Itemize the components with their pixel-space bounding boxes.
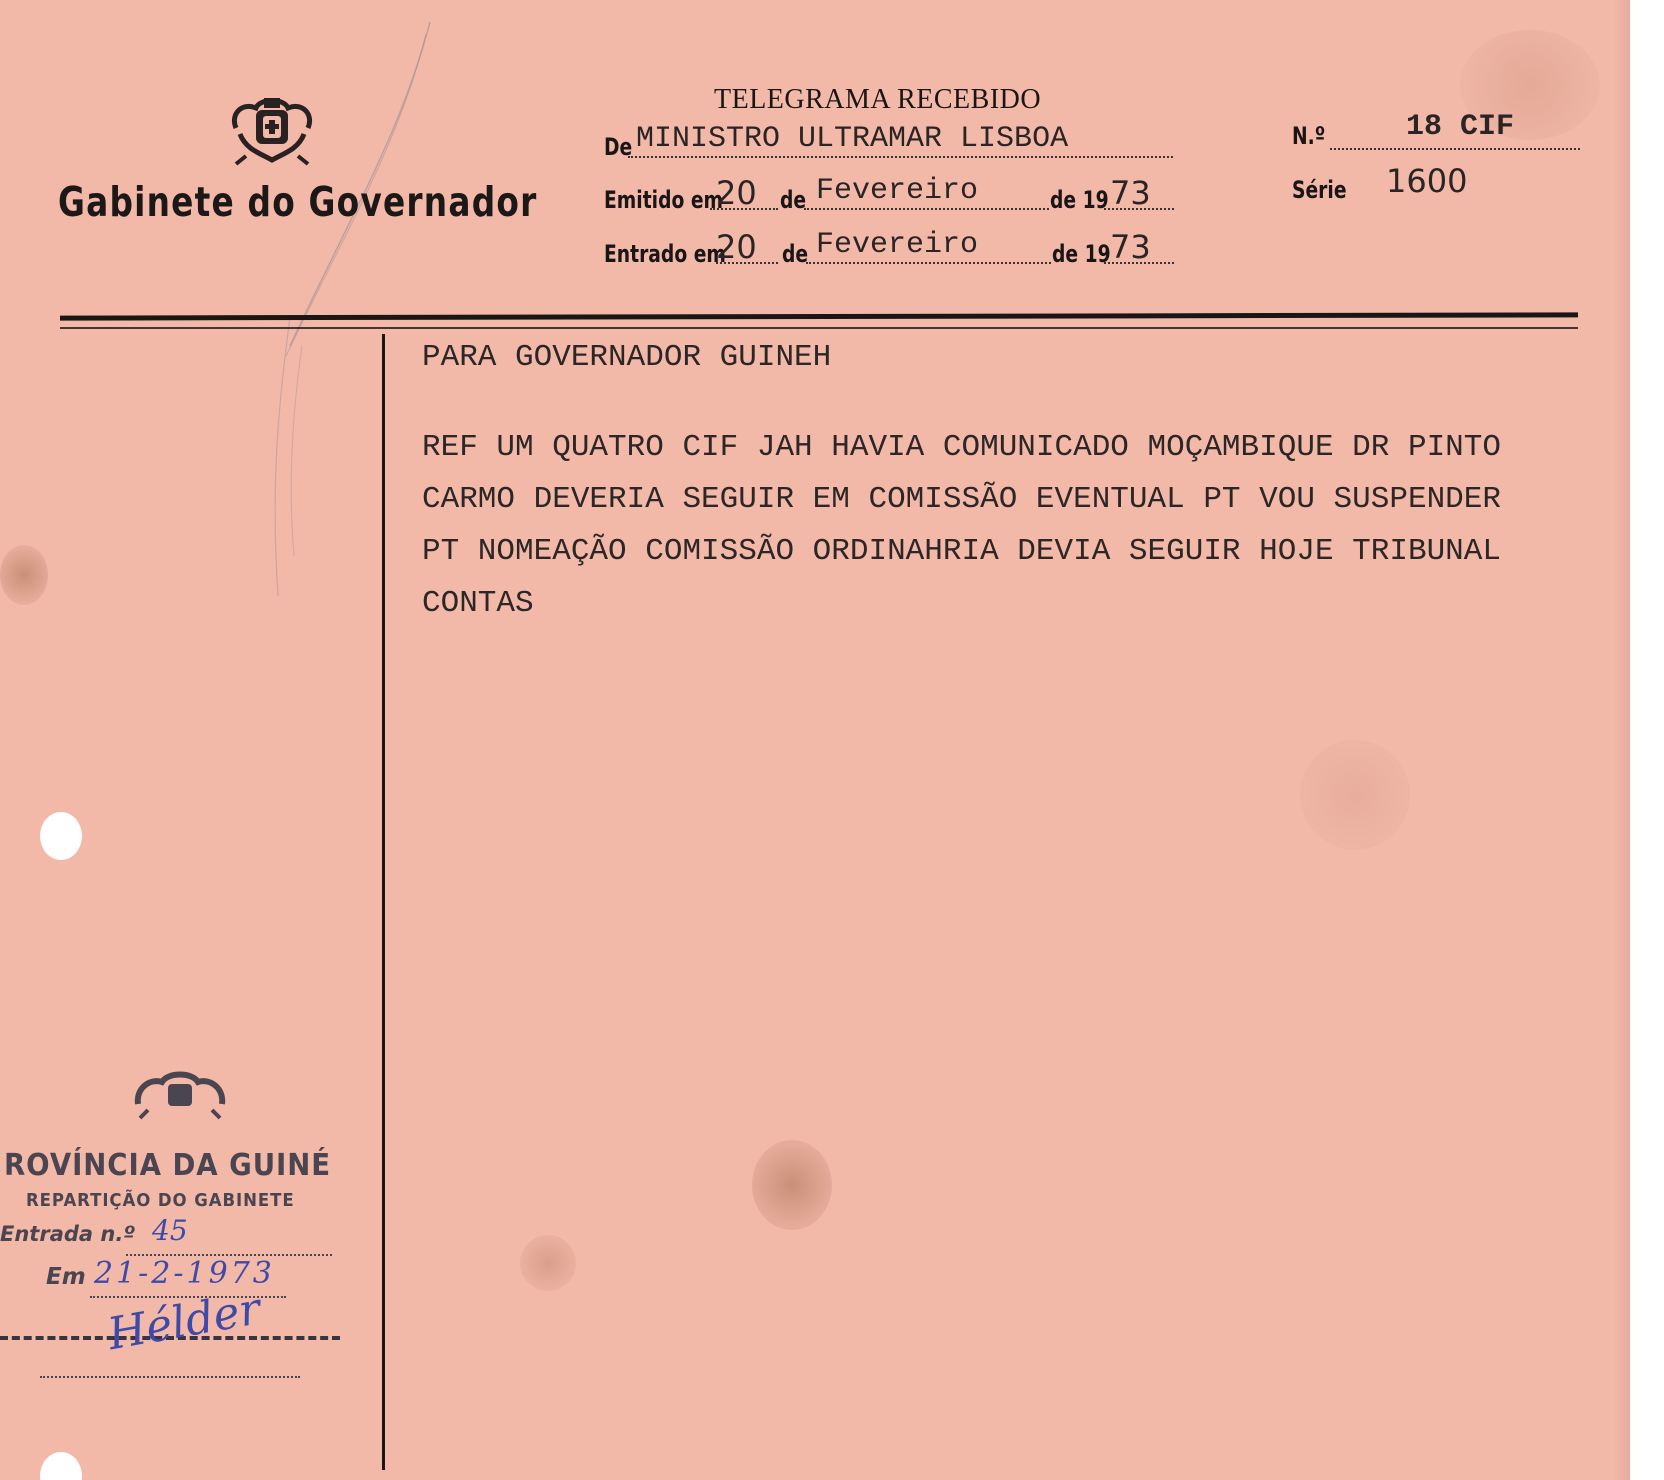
issued-month: Fevereiro xyxy=(816,174,979,208)
coat-of-arms-icon xyxy=(226,94,318,166)
from-label: De xyxy=(604,133,633,161)
series-value: 1600 xyxy=(1386,162,1468,200)
issued-year-label: de 19 xyxy=(1050,186,1109,214)
received-year: 73 xyxy=(1110,228,1151,266)
received-month: Fevereiro xyxy=(816,228,979,262)
received-of-label: de xyxy=(782,240,809,268)
received-month-line xyxy=(806,262,1051,264)
from-dotted-line xyxy=(628,156,1173,158)
message-line: PT NOMEAÇÃO COMISSÃO ORDINAHRIA DEVIA SEGUIR HOJE TRIBUNAL xyxy=(422,534,1501,569)
message-line: REF UM QUATRO CIF JAH HAVIA COMUNICADO MOÇAMBIQUE DR PINTO xyxy=(422,430,1501,465)
stamp-date-value: 21-2-1973 xyxy=(94,1256,275,1291)
stamp-subtitle: REPARTIÇÃO DO GABINETE xyxy=(26,1190,295,1211)
issued-day: 20 xyxy=(716,174,757,212)
issued-year: 73 xyxy=(1110,174,1151,212)
received-label: Entrado em xyxy=(604,240,726,268)
stamp-date-label: Em xyxy=(46,1264,86,1290)
message-line: CONTAS xyxy=(422,586,534,621)
issued-month-line xyxy=(804,208,1049,210)
number-value: 18 CIF xyxy=(1406,110,1515,144)
stamp-title: ROVÍNCIA DA GUINÉ xyxy=(4,1148,332,1183)
stamp-entry-value: 45 xyxy=(152,1214,188,1247)
issued-label: Emitido em xyxy=(604,186,724,214)
from-value: MINISTRO ULTRAMAR LISBOA xyxy=(636,122,1069,156)
stamp-lower-line xyxy=(40,1376,300,1378)
paper-stain xyxy=(752,1140,832,1230)
stamp-signature: Hélder xyxy=(104,1283,265,1361)
margin-rule xyxy=(382,334,385,1470)
header-rule-thin xyxy=(60,327,1578,329)
received-day: 20 xyxy=(716,228,757,266)
message-body xyxy=(422,422,1572,630)
paper-stain xyxy=(1300,740,1410,850)
punch-hole xyxy=(40,1452,82,1480)
issued-of-label: de xyxy=(780,186,807,214)
message-addressee: PARA GOVERNADOR GUINEH xyxy=(422,340,832,375)
office-name: Gabinete do Governador xyxy=(58,178,538,226)
received-year-label: de 19 xyxy=(1052,240,1111,268)
message-line: CARMO DEVERIA SEGUIR EM COMISSÃO EVENTUAL PT VOU SUSPENDER xyxy=(422,482,1501,517)
paper-edge-shadow xyxy=(1612,0,1630,1480)
punch-hole xyxy=(40,812,82,860)
document-title: TELEGRAMA RECEBIDO xyxy=(714,84,1042,115)
stamp-crest-icon xyxy=(132,1070,228,1120)
stamp-entry-label: Entrada n.º xyxy=(0,1222,136,1246)
paper-stain xyxy=(0,545,48,605)
number-dotted-line xyxy=(1330,148,1580,150)
series-label: Série xyxy=(1292,176,1347,204)
paper-stain xyxy=(520,1235,576,1291)
number-label: N.º xyxy=(1292,122,1326,150)
